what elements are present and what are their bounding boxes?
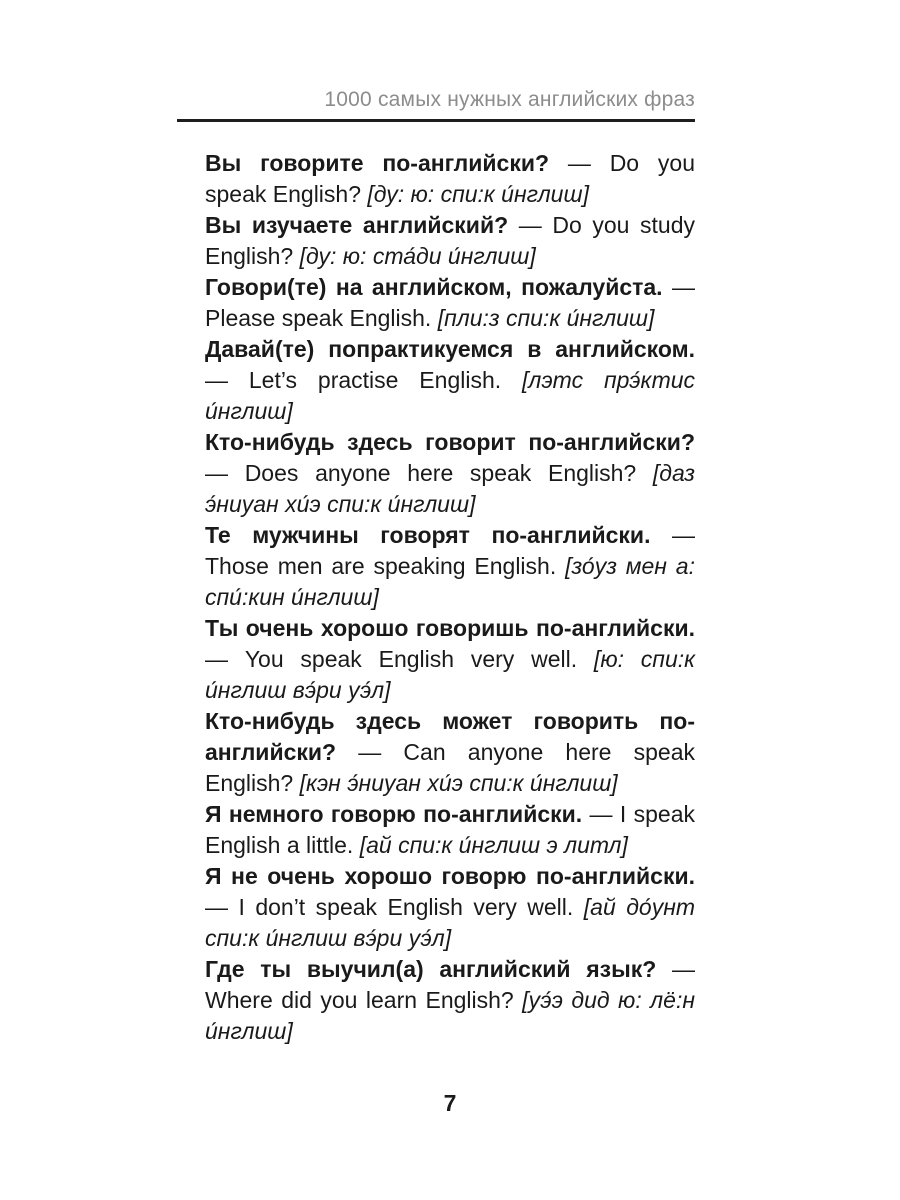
phrase-english: Do you speak English? xyxy=(205,150,695,207)
transcription-bracket-close: ] xyxy=(611,770,618,796)
phrase-transcription: кэн э́ниуан хи́э спи:к и́нглиш xyxy=(306,770,612,796)
phrase-separator: — xyxy=(205,894,239,920)
transcription-bracket-open: [ xyxy=(293,770,307,796)
transcription-bracket-open: [ xyxy=(361,181,374,207)
phrase-entry xyxy=(205,272,695,334)
transcription-bracket-close: ] xyxy=(444,925,452,951)
transcription-bracket-open: [ xyxy=(501,367,529,393)
phrase-transcription: пли:з спи:к и́нглиш xyxy=(444,305,648,331)
transcription-bracket-close: ] xyxy=(372,584,379,610)
phrase-separator: — xyxy=(650,522,695,548)
phrase-entry xyxy=(205,954,695,1047)
phrase-separator: — xyxy=(508,212,553,238)
transcription-bracket-open: [ xyxy=(556,553,572,579)
phrase-english: Those men are speaking English. xyxy=(205,553,557,579)
phrase-entry xyxy=(205,210,695,272)
phrase-english: You speak English very well. xyxy=(244,646,578,672)
phrase-english: Can anyone here speak English? xyxy=(205,739,695,796)
phrase-english: Do you study English? xyxy=(205,212,695,269)
phrase-separator: — xyxy=(656,956,696,982)
phrase-russian: Кто-нибудь здесь говорит по-английски? xyxy=(205,429,695,455)
phrase-transcription: лэтс прэ́ктис и́нглиш xyxy=(205,367,696,424)
phrase-russian: Вы изучаете английский? xyxy=(205,212,509,238)
phrase-separator: — xyxy=(336,739,404,765)
phrase-transcription: уэ́э дид ю: лё:н и́нглиш xyxy=(205,987,695,1044)
phrase-entry xyxy=(205,520,695,613)
phrase-english: I don’t speak English very well. xyxy=(238,894,574,920)
transcription-bracket-close: ] xyxy=(621,832,628,858)
phrase-entry xyxy=(205,427,695,520)
phrase-entry xyxy=(205,799,695,861)
phrase-entry xyxy=(205,613,695,706)
transcription-bracket-open: [ xyxy=(636,460,660,486)
phrase-entry xyxy=(205,861,695,954)
phrase-transcription: даз э́ниуан хи́э спи:к и́нглиш xyxy=(205,460,695,517)
phrase-transcription: ю: спи:к и́нглиш вэ́ри уэ́л xyxy=(205,646,695,703)
phrase-transcription: ду: ю: ста́ди и́нглиш xyxy=(306,243,530,269)
page-number: 7 xyxy=(443,1090,457,1116)
phrase-english: Please speak English. xyxy=(205,305,432,331)
phrase-separator: — xyxy=(549,150,610,176)
transcription-bracket-close: ] xyxy=(384,677,391,703)
phrase-transcription: зо́уз мен а: спи́:кин и́нглиш xyxy=(205,553,695,610)
phrase-list xyxy=(205,148,695,1047)
transcription-bracket-close: ] xyxy=(286,398,293,424)
phrase-separator: — xyxy=(205,460,245,486)
header-rule xyxy=(177,119,695,122)
phrase-transcription: ду: ю: спи:к и́нглиш xyxy=(373,181,583,207)
phrase-russian: Вы говорите по-английски? xyxy=(205,150,550,176)
phrase-separator: — xyxy=(205,646,245,672)
phrase-entry xyxy=(205,706,695,799)
phrase-russian: Те мужчины говорят по-английски. xyxy=(205,522,651,548)
phrase-russian: Я немного говорю по-английски. xyxy=(205,801,583,827)
transcription-bracket-open: [ xyxy=(577,646,601,672)
running-title: 1000 самых нужных английских фраз xyxy=(324,88,695,111)
phrase-english: Let’s practise English. xyxy=(248,367,502,393)
phrase-russian: Где ты выучил(а) английский язык? xyxy=(205,956,657,982)
phrase-english: Does anyone here speak English? xyxy=(244,460,637,486)
phrase-english: Where did you learn English? xyxy=(205,987,514,1013)
phrase-russian: Кто-нибудь здесь может говорить по-английски? xyxy=(205,708,695,765)
phrase-transcription: ай до́унт спи:к и́нглиш вэ́ри уэ́л xyxy=(205,894,696,951)
phrase-russian: Я не очень хорошо говорю по-английски. xyxy=(205,863,695,889)
transcription-bracket-open: [ xyxy=(353,832,367,858)
transcription-bracket-open: [ xyxy=(573,894,591,920)
transcription-bracket-close: ] xyxy=(286,1018,293,1044)
phrase-separator: — xyxy=(582,801,620,827)
phrase-russian: Давай(те) попрактикуемся в английском. xyxy=(205,336,695,362)
transcription-bracket-open: [ xyxy=(513,987,529,1013)
phrase-entry xyxy=(205,148,695,210)
phrase-russian: Говори(те) на английском, пожалуйста. xyxy=(205,274,663,300)
phrase-entry xyxy=(205,334,695,427)
transcription-bracket-close: ] xyxy=(647,305,655,331)
transcription-bracket-open: [ xyxy=(293,243,307,269)
phrase-russian: Ты очень хорошо говоришь по-английски. xyxy=(205,615,695,641)
phrase-english: I speak English a little. xyxy=(205,801,696,858)
transcription-bracket-close: ] xyxy=(469,491,476,517)
transcription-bracket-close: ] xyxy=(582,181,589,207)
phrase-separator: — xyxy=(205,367,249,393)
phrase-transcription: ай спи:к и́нглиш э литл xyxy=(366,832,622,858)
phrase-separator: — xyxy=(662,274,696,300)
transcription-bracket-open: [ xyxy=(431,305,445,331)
transcription-bracket-close: ] xyxy=(529,243,536,269)
